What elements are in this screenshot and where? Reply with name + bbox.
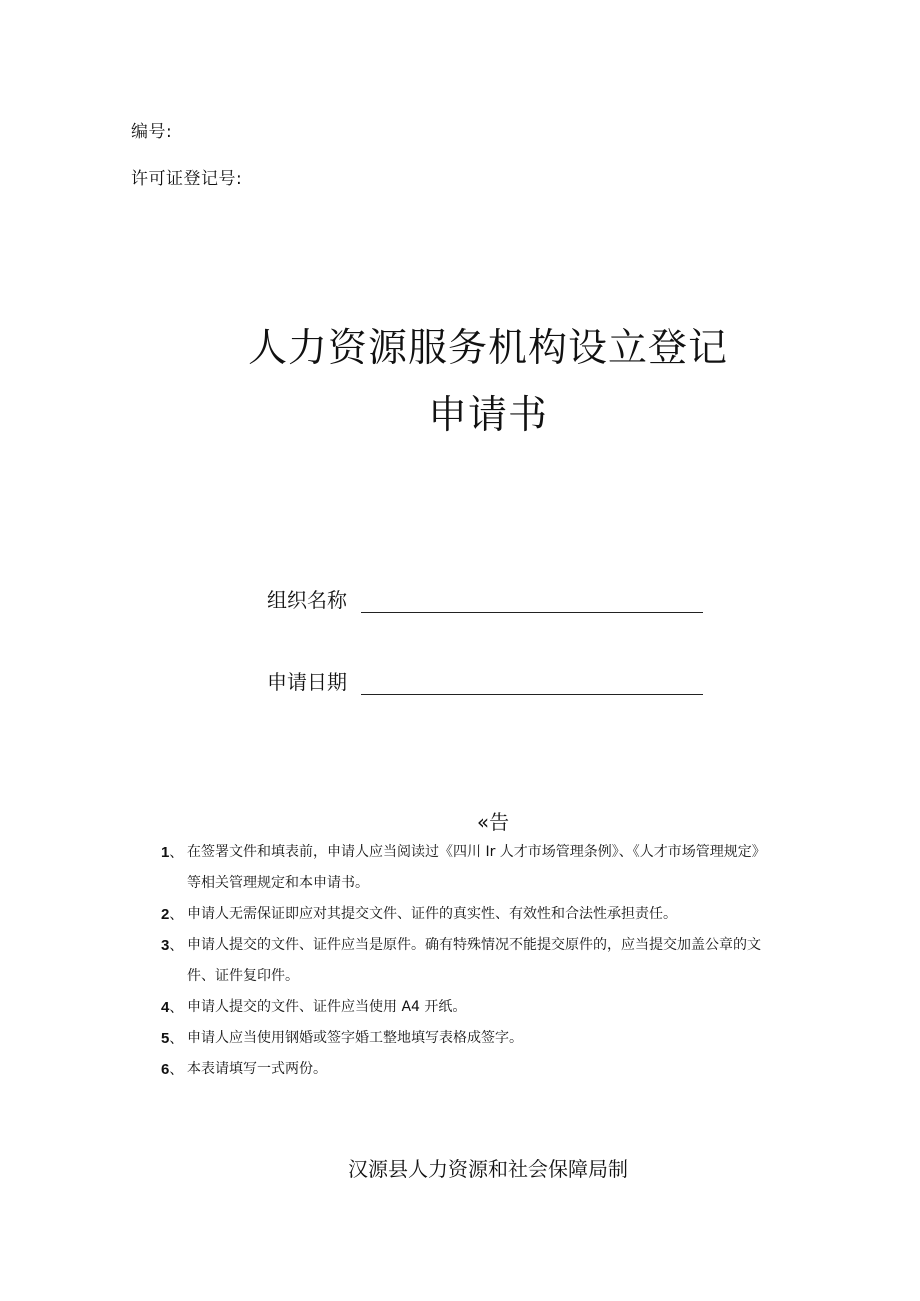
org-name-row	[267, 584, 703, 613]
notice-number: 1 、	[161, 837, 183, 869]
serial-number-label: 编号:	[131, 122, 173, 142]
notice-number: 4 、	[161, 992, 183, 1024]
notice-text: 本表请填写一式两份。	[187, 1061, 327, 1077]
apply-date-label: 申请日期	[267, 670, 347, 694]
license-number-label: 许可证登记号:	[131, 169, 243, 189]
notice-text: 申请人提交的文件、证件应当使用 A4 开纸。	[187, 999, 467, 1015]
notice-number: 5 、	[161, 1023, 183, 1055]
notice-number: 2 、	[161, 899, 183, 931]
notice-list	[161, 837, 851, 1085]
page-subtitle: 申请书	[427, 393, 548, 438]
notice-text-continued: 等相关管理规定和本申请书。	[187, 875, 369, 891]
notice-item-2	[161, 899, 851, 930]
notice-item-3	[161, 930, 851, 992]
notice-item-5	[161, 1023, 851, 1054]
apply-date-row	[267, 666, 703, 695]
notice-number: 3 、	[161, 930, 183, 962]
issuer-footer: 汉源县人力资源和社会保障局制	[348, 1157, 628, 1181]
apply-date-field[interactable]	[361, 676, 703, 695]
notice-number: 6 、	[161, 1054, 183, 1086]
notice-item-6	[161, 1054, 851, 1085]
notice-item-1	[161, 837, 851, 899]
notice-text: 申请人提交的文件、证件应当是原件。确有特殊情况不能提交原件的，应当提交加盖公章的文	[187, 937, 761, 953]
notice-heading: «告	[476, 810, 510, 834]
notice-text-continued: 件、证件复印件。	[187, 968, 299, 984]
notice-text: 申请人无需保证即应对其提交文件、证件的真实性、有效性和合法性承担责任。	[187, 906, 677, 922]
notice-text: 申请人应当使用钢婚或签字婚工整地填写表格成签字。	[187, 1030, 523, 1046]
notice-text: 在签署文件和填表前，申请人应当阅读过《四川 Ir 人才市场管理条例》、《人才市场管理规定》	[187, 844, 766, 860]
notice-item-4	[161, 992, 851, 1023]
org-name-field[interactable]	[361, 594, 703, 613]
page-title: 人力资源服务机构设立登记	[247, 326, 728, 371]
org-name-label: 组织名称	[267, 588, 347, 612]
